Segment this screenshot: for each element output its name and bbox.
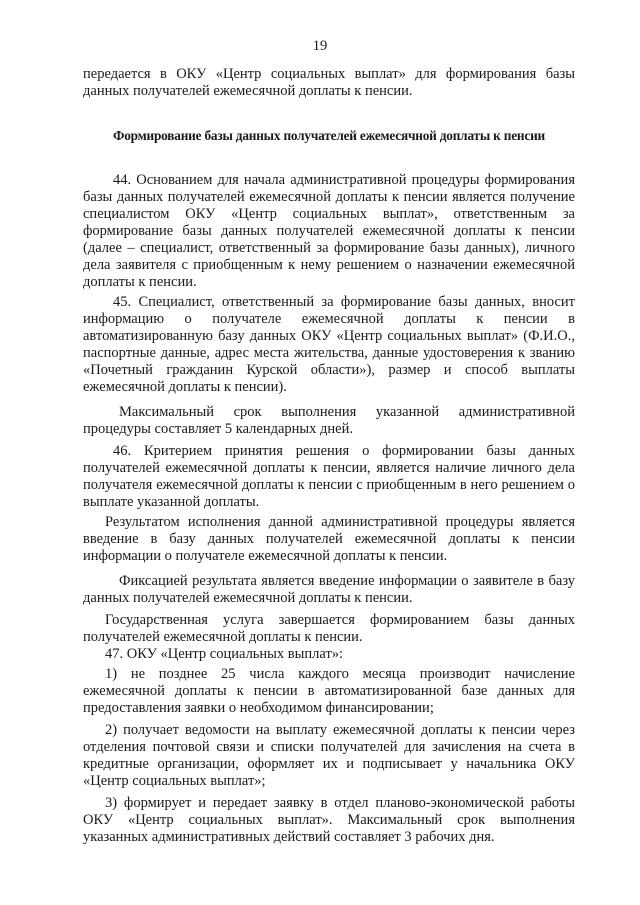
paragraph-46: 46. Критерием принятия решения о формировании базы данных получателей ежемесячной доплаты к пенсии, является наличие личного дела получателя ежемесячной доплаты к пенсии с приобщенным в него решением о выплате указанной доплаты. — [83, 443, 575, 510]
list-item-2: 2) получает ведомости на выплату ежемесячной доплаты к пенсии через отделения почтовой связи и списки получателей для зачисления на счета в кредитные организации, оформляет их и подписывает у начальника ОКУ «Центр социальных выплат»; — [83, 722, 575, 789]
paragraph-45: 45. Специалист, ответственный за формирование базы данных, вносит информацию о получателе ежемесячной доплаты к пенсии в автоматизированную базу данных ОКУ «Центр социальных выплат» (Ф.И.О., паспортные данные, адрес места жительства, данные удостоверения к званию «Почетный гражданин Курской области»), размер и способ выплаты ежемесячной доплаты к пенсии). — [83, 294, 575, 395]
page-number: 19 — [312, 38, 328, 54]
section-heading: Формирование базы данных получателей ежемесячной доплаты к пенсии — [112, 128, 546, 143]
list-item-3: 3) формирует и передает заявку в отдел планово-экономической работы ОКУ «Центр социальных выплат». Максимальный срок выполнения указанных административных действий составляет 3 рабочих дня. — [83, 795, 575, 845]
paragraph-44: 44. Основанием для начала административной процедуры формирования базы данных получателей ежемесячной доплаты к пенсии является получение специалистом ОКУ «Центр социальных выплат», ответственным за формирование базы данных получателей ежемесячной доплаты к пенсии (далее – специалист, ответственный за формирование базы данных), личного дела заявителя с приобщенным к нему решением о назначении ежемесячной доплаты к пенсии. — [83, 172, 575, 290]
paragraph-max-term: Максимальный срок выполнения указанной административной процедуры составляет 5 календарных дней. — [83, 404, 575, 437]
paragraph-result: Результатом исполнения данной административной процедуры является введение в базу данных получателей ежемесячной доплаты к пенсии информации о получателе ежемесячной доплаты к пенсии. — [83, 514, 575, 564]
paragraph-fixation: Фиксацией результата является введение информации о заявителе в базу данных получателей ежемесячной доплаты к пенсии. — [83, 573, 575, 606]
list-item-1: 1) не позднее 25 числа каждого месяца производит начисление ежемесячной доплаты к пенсии в автоматизированной базе данных для предоставления заявки о необходимом финансировании; — [83, 666, 575, 716]
intro-paragraph: передается в ОКУ «Центр социальных выплат» для формирования базы данных получателей ежемесячной доплаты к пенсии. — [83, 66, 575, 99]
paragraph-47: 47. ОКУ «Центр социальных выплат»: — [105, 646, 344, 662]
paragraph-service-completion: Государственная услуга завершается формированием базы данных получателей ежемесячной доплаты к пенсии. — [83, 612, 575, 645]
document-body — [83, 66, 575, 846]
